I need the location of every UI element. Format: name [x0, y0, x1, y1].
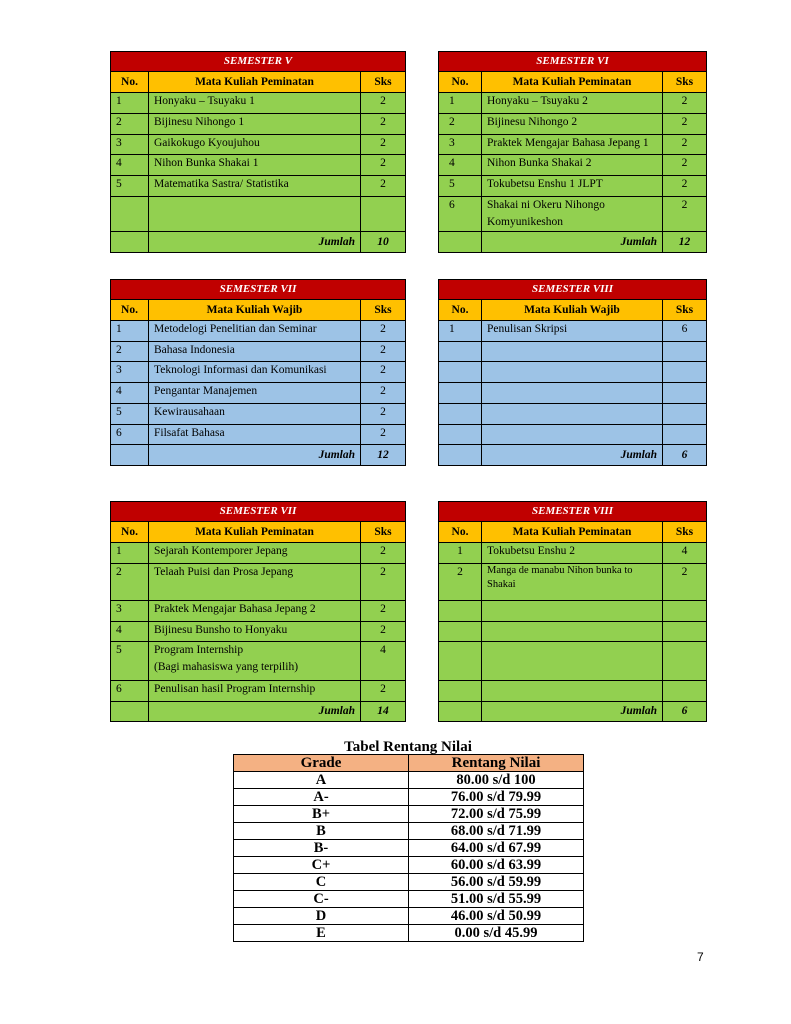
col-sks-header: Sks: [361, 522, 406, 543]
table-row: 5 Matematika Sastra/ Statistika 2: [111, 176, 406, 197]
table-row: 1 Penulisan Skripsi 6: [439, 321, 707, 342]
table-row: A- 76.00 s/d 79.99: [234, 789, 584, 806]
table-row: 5 Program Internship (Bagi mahasiswa yang terpilih) 4: [111, 642, 406, 681]
table-row: 6 Filsafat Bahasa 2: [111, 425, 406, 445]
table-title: SEMESTER VIII: [439, 502, 707, 522]
semester-vii-wajib-table: [110, 279, 406, 466]
table-row: 3 Praktek Mengajar Bahasa Jepang 1 2: [439, 135, 707, 155]
total-row: [111, 232, 406, 253]
total-row: [111, 445, 406, 466]
table-title: SEMESTER VI: [439, 52, 707, 72]
total-value: 6: [663, 702, 707, 722]
table-row: 1 Honyaku – Tsuyaku 2 2: [439, 93, 707, 114]
total-value: 6: [663, 445, 707, 466]
table-row: D 46.00 s/d 50.99: [234, 908, 584, 925]
table-row: B 68.00 s/d 71.99: [234, 823, 584, 840]
grade-range-table: [233, 754, 584, 942]
table-row: [439, 425, 707, 445]
table-row: 6 Penulisan hasil Program Internship 2: [111, 681, 406, 702]
table-row: 3 Gaikokugo Kyoujuhou 2: [111, 135, 406, 155]
total-row: [439, 702, 707, 722]
col-course-header: Mata Kuliah Peminatan: [149, 72, 361, 93]
semester-viii-peminatan-table: [438, 501, 707, 722]
table-row: 1 Tokubetsu Enshu 2 4: [439, 543, 707, 564]
table-row: C 56.00 s/d 59.99: [234, 874, 584, 891]
total-label: Jumlah: [482, 445, 663, 466]
table-row: C- 51.00 s/d 55.99: [234, 891, 584, 908]
table-row: 2 Manga de manabu Nihon bunka to Shakai 2: [439, 564, 707, 601]
table-row: A 80.00 s/d 100: [234, 772, 584, 789]
col-no-header: No.: [439, 72, 482, 93]
semester-viii-wajib-table: [438, 279, 707, 466]
table-row: 4 Pengantar Manajemen 2: [111, 383, 406, 404]
col-sks-header: Sks: [663, 300, 707, 321]
table-row: 6 Shakai ni Okeru Nihongo Komyunikeshon 2: [439, 197, 707, 232]
col-no-header: No.: [111, 300, 149, 321]
table-row: 1 Sejarah Kontemporer Jepang 2: [111, 543, 406, 564]
total-row: [439, 232, 707, 253]
table-row: E 0.00 s/d 45.99: [234, 925, 584, 942]
table-title: SEMESTER VII: [111, 502, 406, 522]
table-row: 4 Nihon Bunka Shakai 2 2: [439, 155, 707, 176]
table-row: [439, 362, 707, 383]
table-row: [439, 681, 707, 702]
total-label: Jumlah: [149, 702, 361, 722]
col-course-header: Mata Kuliah Wajib: [149, 300, 361, 321]
total-label: Jumlah: [149, 445, 361, 466]
table-row: [111, 197, 406, 232]
total-label: Jumlah: [149, 232, 361, 253]
table-row: 3 Teknologi Informasi dan Komunikasi 2: [111, 362, 406, 383]
col-course-header: Mata Kuliah Peminatan: [482, 522, 663, 543]
col-no-header: No.: [111, 522, 149, 543]
table-row: B+ 72.00 s/d 75.99: [234, 806, 584, 823]
table-row: [439, 404, 707, 425]
grade-table-title: Tabel Rentang Nilai: [344, 739, 472, 755]
table-row: 5 Kewirausahaan 2: [111, 404, 406, 425]
table-row: [439, 622, 707, 642]
table-row: [439, 601, 707, 622]
total-value: 10: [361, 232, 406, 253]
table-title: SEMESTER VII: [111, 280, 406, 300]
table-title: SEMESTER V: [111, 52, 406, 72]
table-row: B- 64.00 s/d 67.99: [234, 840, 584, 857]
table-row: 3 Praktek Mengajar Bahasa Jepang 2 2: [111, 601, 406, 622]
total-value: 12: [663, 232, 707, 253]
col-sks-header: Sks: [361, 300, 406, 321]
semester-vii-peminatan-table: [110, 501, 406, 722]
table-row: 4 Nihon Bunka Shakai 1 2: [111, 155, 406, 176]
grade-header: Grade: [234, 755, 409, 772]
table-row: C+ 60.00 s/d 63.99: [234, 857, 584, 874]
col-no-header: No.: [111, 72, 149, 93]
table-row: 5 Tokubetsu Enshu 1 JLPT 2: [439, 176, 707, 197]
table-row: 4 Bijinesu Bunsho to Honyaku 2: [111, 622, 406, 642]
col-sks-header: Sks: [663, 72, 707, 93]
table-row: 2 Bahasa Indonesia 2: [111, 342, 406, 362]
total-value: 12: [361, 445, 406, 466]
table-row: 1 Honyaku – Tsuyaku 1 2: [111, 93, 406, 114]
total-value: 14: [361, 702, 406, 722]
semester-vi-table: [438, 51, 707, 253]
col-sks-header: Sks: [361, 72, 406, 93]
col-sks-header: Sks: [663, 522, 707, 543]
col-course-header: Mata Kuliah Wajib: [482, 300, 663, 321]
table-row: [439, 342, 707, 362]
col-no-header: No.: [439, 300, 482, 321]
col-course-header: Mata Kuliah Peminatan: [149, 522, 361, 543]
col-course-header: Mata Kuliah Peminatan: [482, 72, 663, 93]
table-row: 2 Bijinesu Nihongo 1 2: [111, 114, 406, 135]
total-label: Jumlah: [482, 232, 663, 253]
semester-v-table: [110, 51, 406, 253]
table-row: 2 Bijinesu Nihongo 2 2: [439, 114, 707, 135]
table-row: [439, 642, 707, 681]
table-title: SEMESTER VIII: [439, 280, 707, 300]
table-row: 1 Metodelogi Penelitian dan Seminar 2: [111, 321, 406, 342]
table-row: 2 Telaah Puisi dan Prosa Jepang 2: [111, 564, 406, 601]
total-row: [439, 445, 707, 466]
page-number: 7: [697, 950, 704, 964]
grade-header-row: [234, 755, 584, 772]
col-no-header: No.: [439, 522, 482, 543]
total-label: Jumlah: [482, 702, 663, 722]
total-row: [111, 702, 406, 722]
range-header: Rentang Nilai: [409, 755, 584, 772]
table-row: [439, 383, 707, 404]
